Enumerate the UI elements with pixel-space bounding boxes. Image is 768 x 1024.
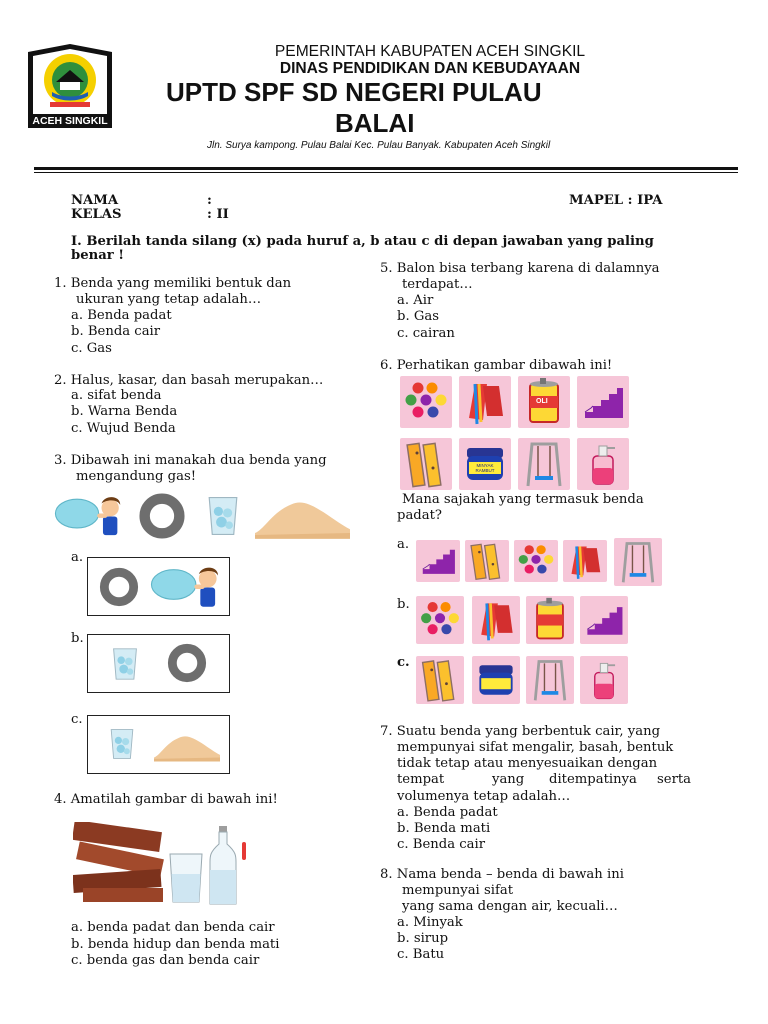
logo-caption: ACEH SINGKIL (32, 115, 108, 127)
instruction-line2: benar ! (71, 248, 125, 263)
q6a-ribbon-card[interactable] (563, 540, 607, 582)
q6a-swing-card[interactable] (614, 538, 662, 586)
q6-option-b[interactable]: b. (397, 597, 410, 612)
q5-text-line2: terdapat… (402, 277, 473, 292)
q1-option-a[interactable]: a. Benda padat (71, 308, 172, 323)
q2-text-line1: 2. Halus, kasar, dan basah merupakan… (54, 373, 324, 388)
q3-option-b[interactable]: b. (71, 631, 84, 646)
q3-option-b-box[interactable] (87, 634, 230, 693)
q6c-wood-planks-card[interactable] (416, 656, 464, 704)
kelas-value: : II (207, 207, 229, 222)
header-divider-thick (34, 167, 738, 170)
school-address: Jln. Surya kampong. Pulau Balai Kec. Pulau Banyak. Kabupaten Aceh Singkil (207, 140, 551, 151)
q8-text-line1: 8. Nama benda – benda di bawah ini (380, 867, 624, 882)
q3b-ice-glass-image (106, 641, 144, 687)
q5-option-a[interactable]: a. Air (397, 293, 434, 308)
q1-text-line1: 1. Benda yang memiliki bentuk dan (54, 276, 292, 291)
q2-option-b[interactable]: b. Warna Benda (71, 404, 178, 419)
q6-text-line3: padat? (397, 508, 442, 523)
mapel-label: MAPEL : IPA (569, 193, 663, 208)
q3-text-line1: 3. Dibawah ini manakah dua benda yang (54, 453, 327, 468)
q3c-sand-image (154, 726, 220, 764)
q5-text-line1: 5. Balon bisa terbang karena di dalamnya (380, 261, 660, 276)
q1-option-c[interactable]: c. Gas (71, 341, 112, 356)
q6-wood-planks-card (400, 438, 452, 490)
q7-text-line2: mempunyai sifat mengalir, basah, bentuk (397, 740, 674, 755)
q4-option-b[interactable]: b. benda hidup dan benda mati (71, 937, 280, 952)
q8-text-line3: yang sama dengan air, kecuali… (402, 899, 618, 914)
q3a-balloon-boy-image (150, 562, 224, 610)
q6b-stairs-card[interactable] (580, 596, 628, 644)
q6-text-line2: Mana sajakah yang termasuk benda (402, 492, 644, 507)
q7-option-c[interactable]: c. Benda cair (397, 837, 486, 852)
q3b-tire-image (164, 641, 210, 685)
q6-pink-bottle-card (577, 438, 629, 490)
q4-wood-planks-image (73, 822, 165, 906)
q6a-wood-planks-card[interactable] (465, 540, 509, 582)
q4-red-edge-mark (242, 842, 246, 860)
q7-text-line4-word1: tempat (397, 772, 445, 787)
q3c-ice-glass-image (104, 722, 140, 766)
q7-text-line4-word4: serta (657, 772, 692, 787)
q5-option-b[interactable]: b. Gas (397, 309, 439, 324)
q8-option-b[interactable]: b. sirup (397, 931, 449, 946)
nama-separator: : (207, 193, 212, 208)
q7-text-line3: tidak tetap atau menyesuaikan dengan (397, 756, 658, 771)
q6-option-a[interactable]: a. (397, 537, 410, 552)
q2-option-c[interactable]: c. Wujud Benda (71, 421, 176, 436)
q3-option-a-box[interactable] (87, 557, 230, 616)
q8-text-line2: mempunyai sifat (402, 883, 513, 898)
q7-option-a[interactable]: a. Benda padat (397, 805, 498, 820)
q5-option-c[interactable]: c. cairan (397, 326, 455, 341)
q6-oil-can-card (518, 376, 570, 428)
q6-hair-oil-jar-card (459, 438, 511, 490)
q6c-swing-card[interactable] (526, 656, 574, 704)
q3a-tire-image (96, 565, 142, 609)
q6b-oil-can-card[interactable] (526, 596, 574, 644)
hair-oil-label: MINYAK RAMBUT (475, 463, 495, 473)
q3-balloon-boy-image (54, 490, 126, 540)
q3-option-c-box[interactable] (87, 715, 230, 774)
department-title: DINAS PENDIDIKAN DAN KEBUDAYAAN (279, 60, 581, 77)
nama-label: NAMA (71, 193, 119, 208)
q4-water-glass-image (168, 850, 204, 904)
q6-colored-balls-card (400, 376, 452, 428)
q3-option-a[interactable]: a. (71, 550, 84, 565)
q6-option-c[interactable]: c. (397, 655, 410, 670)
school-name-line1: UPTD SPF SD NEGERI PULAU (166, 77, 542, 107)
q7-text-line5: volumenya tetap adalah… (397, 789, 571, 804)
q4-option-a[interactable]: a. benda padat dan benda cair (71, 920, 275, 935)
q4-option-c[interactable]: c. benda gas dan benda cair (71, 953, 260, 968)
q3-tire-image (134, 490, 190, 542)
q2-option-a[interactable]: a. sifat benda (71, 388, 162, 403)
instruction-line1: I. Berilah tanda silang (x) pada huruf a, b atau c di depan jawaban yang paling (71, 234, 654, 249)
q7-option-b[interactable]: b. Benda mati (397, 821, 491, 836)
q3-ice-glass-image (200, 490, 246, 542)
q6c-pink-bottle-card[interactable] (580, 656, 628, 704)
q6c-hair-oil-jar-card[interactable] (472, 656, 520, 704)
header-divider-thin (34, 172, 738, 173)
q6b-ribbon-card[interactable] (472, 596, 520, 644)
kelas-label: KELAS (71, 207, 122, 222)
q6-swing-card (518, 438, 570, 490)
oil-can-label: OLI (536, 398, 548, 405)
aceh-singkil-logo (22, 42, 118, 130)
q6-stairs-card (577, 376, 629, 428)
q4-text-line1: 4. Amatilah gambar di bawah ini! (54, 792, 278, 807)
q7-text-line4-word2: yang (492, 772, 525, 787)
government-title: PEMERINTAH KABUPATEN ACEH SINGKIL (274, 43, 586, 60)
school-name-line2: BALAI (335, 108, 415, 138)
q8-option-a[interactable]: a. Minyak (397, 915, 463, 930)
q6b-colored-balls-card[interactable] (416, 596, 464, 644)
q6-text-line1: 6. Perhatikan gambar dibawah ini! (380, 358, 613, 373)
q6-ribbon-card (459, 376, 511, 428)
q1-option-b[interactable]: b. Benda cair (71, 324, 161, 339)
q8-option-c[interactable]: c. Batu (397, 947, 445, 962)
q6a-colored-balls-card[interactable] (514, 540, 558, 582)
q3-option-c[interactable]: c. (71, 712, 83, 727)
q7-text-line4-word3: ditempatinya (549, 772, 637, 787)
q3-text-line2: mengandung gas! (76, 469, 197, 484)
q3-sand-image (255, 490, 350, 540)
q7-text-line1: 7. Suatu benda yang berbentuk cair, yang (380, 724, 661, 739)
q4-water-bottle-image (208, 826, 238, 906)
q6a-stairs-card[interactable] (416, 540, 460, 582)
q1-text-line2: ukuran yang tetap adalah… (76, 292, 262, 307)
